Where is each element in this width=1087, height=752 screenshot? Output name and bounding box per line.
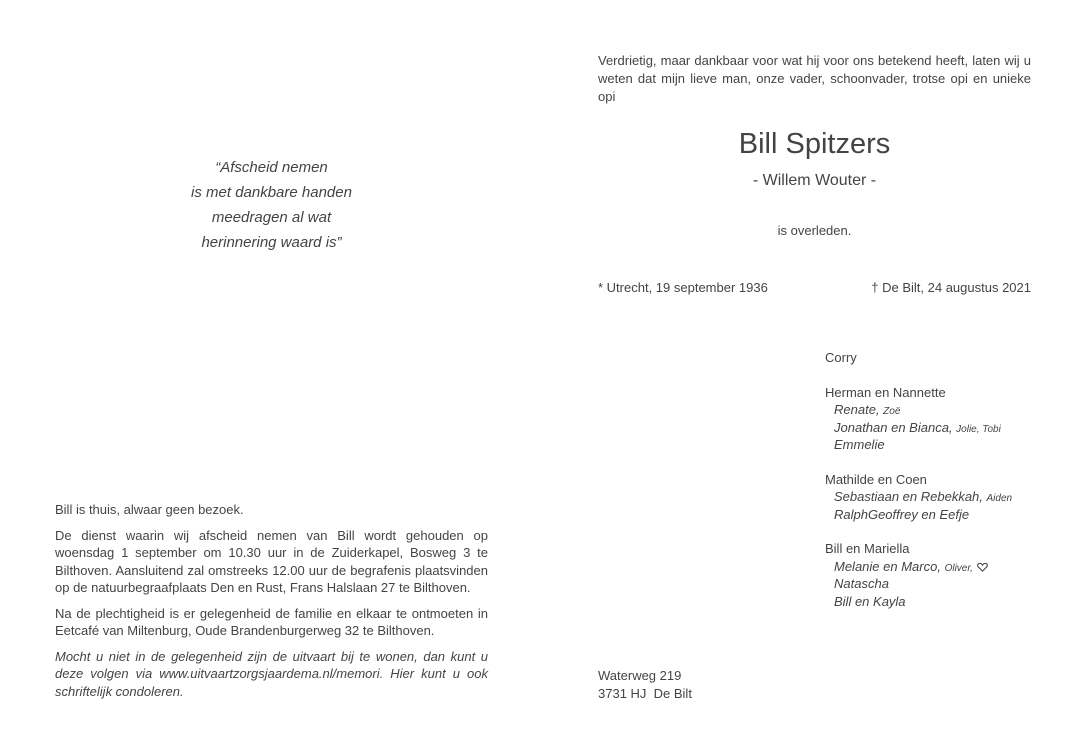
quote-line: “Afscheid nemen <box>215 159 328 176</box>
quote-line: herinnering waard is” <box>201 234 342 251</box>
family-group <box>825 384 1012 454</box>
deceased-text: is overleden. <box>777 223 852 238</box>
funeral-notes <box>55 501 488 708</box>
visit-note: Bill is thuis, alwaar geen bezoek. <box>55 502 244 517</box>
address-city: 3731 HJ De Bilt <box>598 686 692 701</box>
heart-icon <box>977 562 988 572</box>
intro-text: Verdrietig, maar dankbaar voor wat hij voor ons betekend heeft, laten wij u weten dat mijn lieve man, onze vader, schoonvader, trotse opi en unieke opi <box>598 53 1031 104</box>
family-list <box>825 349 1012 627</box>
address-street: Waterweg 219 <box>598 668 682 683</box>
death-info: † De Bilt, 24 augustus 2021 <box>871 280 1031 295</box>
deceased-name: Bill Spitzers <box>738 128 891 160</box>
gathering-note: Na de plechtigheid is er gelegenheid de familie en elkaar te ontmoeten in Eetcafé van Miltenburg, Oude Brandenburgerweg 32 te Bilthoven. <box>55 605 488 638</box>
quote <box>150 155 393 255</box>
quote-line: meedragen al wat <box>211 209 332 226</box>
grandchild-line: Sebastiaan en Rebekkah, Aiden <box>834 489 1013 504</box>
grandchild-line: Emmelie <box>834 437 885 452</box>
quote-line: is met dankbare handen <box>191 184 352 201</box>
parents-name: Bill en Mariella <box>825 541 910 556</box>
birth-info: * Utrecht, 19 september 1936 <box>598 280 768 295</box>
grandchild-line: RalphGeoffrey en Eefje <box>834 506 970 522</box>
service-note: De dienst waarin wij afscheid nemen van Bill wordt gehouden op woensdag 1 september om 10.30 uur in de Zuiderkapel, Bosweg 3 te Bilthoven. Aansluitend zal omstreeks 12.00 uur de begrafenis plaatsvinden op de natuurbegraafplaats Den en Rust, Frans Halslaan 27 te Bilthoven. <box>55 527 488 595</box>
address <box>598 667 692 703</box>
deceased-given-names: - Willem Wouter - <box>752 172 877 189</box>
family-group <box>825 540 1012 610</box>
grandchild-line: Renate, Zoë <box>834 402 901 417</box>
partner-name: Corry <box>825 350 857 365</box>
grandchild-line: Bill en Kayla <box>834 593 906 609</box>
grandchild-line: Melanie en Marco, Oliver, <box>825 558 1012 576</box>
grandchild-line: Natascha <box>834 576 889 591</box>
parents-name: Herman en Nannette <box>825 384 946 400</box>
grandchild-line: Jonathan en Bianca, Jolie, Tobi <box>834 419 1001 435</box>
family-group <box>825 471 1012 524</box>
livestream-note: Mocht u niet in de gelegenheid zijn de uitvaart bij te wonen, dan kunt u deze volgen via www.uitvaartzorgsjaardema.nl/memori. Hier kunt u ook schriftelijk condoleren. <box>55 648 488 699</box>
parents-name: Mathilde en Coen <box>825 471 927 487</box>
